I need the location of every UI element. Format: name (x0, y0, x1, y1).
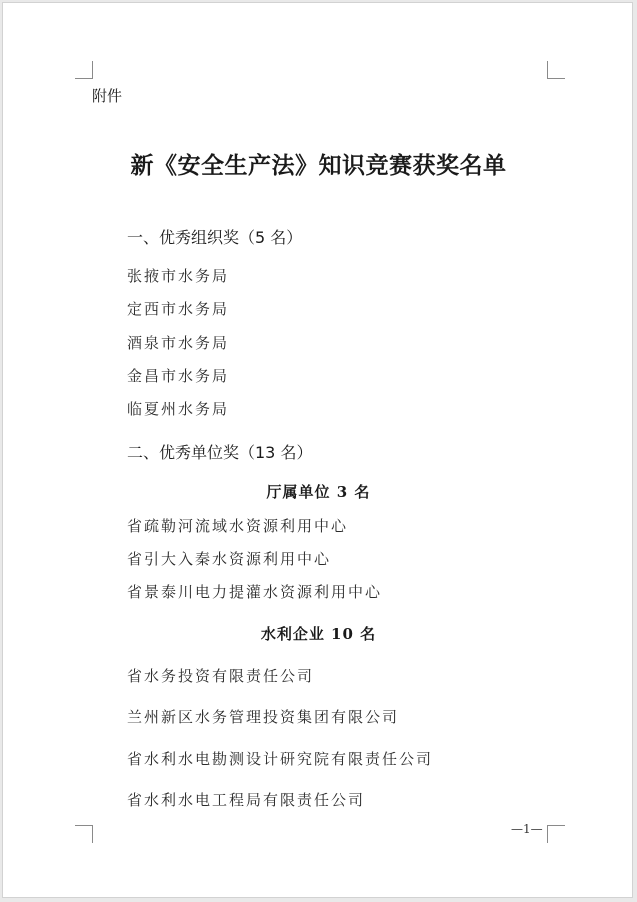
group-subheading-affiliated-units: 厅属单位 3 名 (266, 483, 371, 501)
crop-mark-bottom-left (75, 825, 93, 843)
list-item: 定西市水务局 (127, 300, 230, 318)
page-number: —1— (511, 822, 543, 836)
list-item: 省引大入秦水资源利用中心 (127, 550, 332, 568)
list-item: 兰州新区水务管理投资集团有限公司 (127, 708, 400, 726)
crop-mark-top-left (75, 61, 93, 79)
crop-mark-top-right (547, 61, 565, 79)
group-subheading-water-enterprises: 水利企业 10 名 (260, 625, 377, 643)
list-item: 省水利水电工程局有限责任公司 (127, 791, 366, 809)
section-heading-organization-award: 一、优秀组织奖（5 名） (127, 228, 303, 247)
list-item: 张掖市水务局 (127, 267, 230, 285)
attachment-label: 附件 (92, 87, 123, 105)
list-item: 省水务投资有限责任公司 (127, 667, 315, 685)
list-item: 临夏州水务局 (127, 400, 230, 418)
list-item: 省景泰川电力提灌水资源利用中心 (127, 583, 383, 601)
document-page (2, 2, 633, 898)
crop-mark-bottom-right (547, 825, 565, 843)
list-item: 金昌市水务局 (127, 367, 230, 385)
section-heading-unit-award: 二、优秀单位奖（13 名） (127, 443, 313, 462)
list-item: 省水利水电勘测设计研究院有限责任公司 (127, 750, 434, 768)
document-title: 新《安全生产法》知识竞赛获奖名单 (130, 152, 507, 179)
list-item: 酒泉市水务局 (127, 334, 230, 352)
list-item: 省疏勒河流域水资源利用中心 (127, 517, 349, 535)
